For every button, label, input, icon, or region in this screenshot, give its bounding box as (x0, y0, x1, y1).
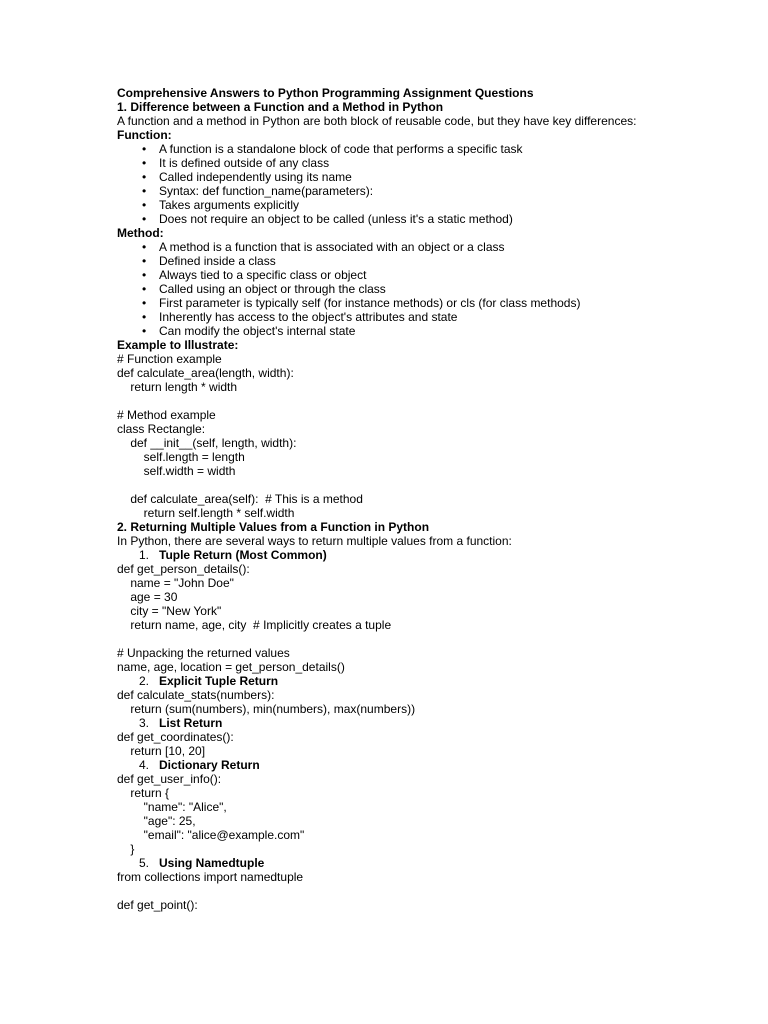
heading: Example to Illustrate: (117, 338, 239, 352)
heading: 1. Difference between a Function and a Method in Python (117, 100, 444, 114)
code-line: def get_point(): (117, 898, 198, 912)
list-item (117, 268, 737, 282)
bullet-icon: • (142, 212, 147, 226)
heading: Comprehensive Answers to Python Programming Assignment Questions (117, 86, 534, 100)
numbered-item-title: Tuple Return (Most Common) (159, 548, 327, 562)
code-line: from collections import namedtuple (117, 870, 304, 884)
list-item-text: Does not require an object to be called (unless it's a static method) (159, 212, 513, 226)
list-item (117, 254, 737, 268)
code-line: "email": "alice@example.com" (117, 828, 305, 842)
paragraph: In Python, there are several ways to return multiple values from a function: (117, 534, 512, 548)
numbered-item (117, 716, 737, 730)
list-item-text: Takes arguments explicitly (159, 198, 300, 212)
list-item (117, 324, 737, 338)
item-number: 3. (139, 716, 150, 730)
code-line: return length * width (117, 380, 238, 394)
list-item (117, 240, 737, 254)
bullet-icon: • (142, 254, 147, 268)
heading: 2. Returning Multiple Values from a Function in Python (117, 520, 430, 534)
paragraph: A function and a method in Python are both block of reusable code, but they have key differences: (117, 114, 637, 128)
list-item (117, 296, 737, 310)
code-line: # Method example (117, 408, 216, 422)
list-item (117, 212, 737, 226)
code-line: return { (117, 786, 170, 800)
numbered-item-title: Explicit Tuple Return (159, 674, 279, 688)
list-item-text: Inherently has access to the object's attributes and state (159, 310, 458, 324)
code-line (117, 884, 737, 898)
code-line (117, 478, 737, 492)
numbered-item (117, 548, 737, 562)
document-body (117, 86, 737, 912)
list-item (117, 156, 737, 170)
numbered-item-title: Using Namedtuple (159, 856, 265, 870)
list-item-text: Called independently using its name (159, 170, 352, 184)
numbered-item-title: Dictionary Return (159, 758, 260, 772)
item-number: 4. (139, 758, 150, 772)
code-line: class Rectangle: (117, 422, 206, 436)
list-item-text: Called using an object or through the class (159, 282, 386, 296)
list-item-text: It is defined outside of any class (159, 156, 330, 170)
list-item (117, 170, 737, 184)
code-line: city = "New York" (117, 604, 222, 618)
heading: Method: (117, 226, 164, 240)
code-line: self.length = length (117, 450, 245, 464)
numbered-item (117, 758, 737, 772)
list-item-text: Syntax: def function_name(parameters): (159, 184, 374, 198)
list-item (117, 282, 737, 296)
bullet-icon: • (142, 324, 147, 338)
list-item-text: Always tied to a specific class or object (159, 268, 367, 282)
code-line (117, 394, 737, 408)
code-line: return name, age, city # Implicitly creates a tuple (117, 618, 392, 632)
bullet-icon: • (142, 310, 147, 324)
bullet-icon: • (142, 282, 147, 296)
list-item (117, 142, 737, 156)
code-line: name, age, location = get_person_details() (117, 660, 345, 674)
code-line: def __init__(self, length, width): (117, 436, 297, 450)
numbered-item (117, 674, 737, 688)
bullet-icon: • (142, 156, 147, 170)
list-item-text: A function is a standalone block of code that performs a specific task (159, 142, 523, 156)
code-line: } (117, 842, 135, 856)
list-item (117, 310, 737, 324)
code-line: return self.length * self.width (117, 506, 295, 520)
code-line: return [10, 20] (117, 744, 206, 758)
code-line: def get_user_info(): (117, 772, 222, 786)
bullet-icon: • (142, 198, 147, 212)
list-item-text: Can modify the object's internal state (159, 324, 356, 338)
code-line: "name": "Alice", (117, 800, 227, 814)
code-line: age = 30 (117, 590, 178, 604)
numbered-item (117, 856, 737, 870)
code-line: # Unpacking the returned values (117, 646, 290, 660)
bullet-icon: • (142, 296, 147, 310)
numbered-item-title: List Return (159, 716, 223, 730)
code-line: def calculate_stats(numbers): (117, 688, 275, 702)
bullet-icon: • (142, 184, 147, 198)
item-number: 5. (139, 856, 150, 870)
item-number: 1. (139, 548, 150, 562)
bullet-icon: • (142, 268, 147, 282)
bullet-icon: • (142, 142, 147, 156)
bullet-icon: • (142, 170, 147, 184)
code-line: name = "John Doe" (117, 576, 234, 590)
code-line: return (sum(numbers), min(numbers), max(numbers)) (117, 702, 416, 716)
code-line: def calculate_area(self): # This is a method (117, 492, 363, 506)
code-line (117, 632, 737, 646)
heading: Function: (117, 128, 172, 142)
list-item-text: Defined inside a class (159, 254, 276, 268)
list-item-text: First parameter is typically self (for instance methods) or cls (for class methods) (159, 296, 581, 310)
code-line: def get_person_details(): (117, 562, 250, 576)
code-line: self.width = width (117, 464, 236, 478)
code-line: def calculate_area(length, width): (117, 366, 294, 380)
item-number: 2. (139, 674, 150, 688)
code-line: # Function example (117, 352, 222, 366)
code-line: def get_coordinates(): (117, 730, 234, 744)
code-line: "age": 25, (117, 814, 196, 828)
list-item (117, 184, 737, 198)
list-item (117, 198, 737, 212)
list-item-text: A method is a function that is associated with an object or a class (159, 240, 505, 254)
bullet-icon: • (142, 240, 147, 254)
